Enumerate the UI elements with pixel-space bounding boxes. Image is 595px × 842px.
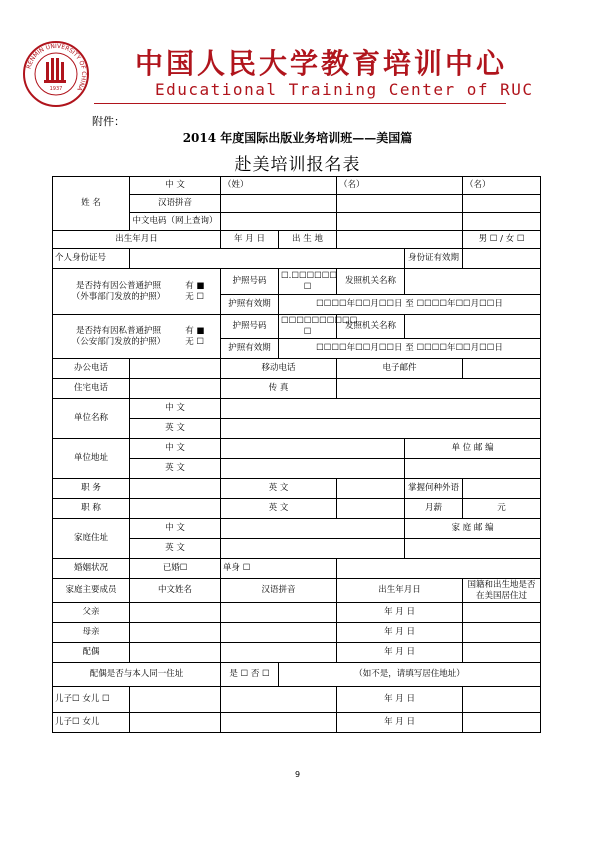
- same-address-options[interactable]: 是 ☐ 否 ☐: [221, 663, 279, 687]
- org-name-cn: 中国人民大学教育培训中心: [135, 47, 508, 80]
- gender-field[interactable]: 男 ☐ / 女 ☐: [463, 231, 541, 249]
- mother-pinyin-field[interactable]: [221, 623, 337, 643]
- spouse-name-field[interactable]: [130, 643, 221, 663]
- unit-postcode-field[interactable]: [405, 459, 541, 479]
- passport-valid-label: 护照有效期: [221, 295, 279, 315]
- child-2-label[interactable]: 儿子☐ 女儿: [53, 713, 130, 733]
- attachment-label: 附件：: [92, 115, 125, 128]
- unit-name-en-field[interactable]: [221, 419, 541, 439]
- position-en-field[interactable]: [337, 479, 405, 499]
- spouse-label: 配偶: [53, 643, 130, 663]
- code-label: 中文电码（网上查询）: [130, 213, 221, 231]
- family-label: 家庭主要成员: [53, 579, 130, 603]
- mother-nationality-field[interactable]: [463, 623, 541, 643]
- id-number-label: 个人身份证号: [53, 249, 130, 269]
- public-passport-no-field[interactable]: ☐.☐☐☐☐☐☐ ☐: [279, 269, 337, 295]
- email-label: 电子邮件: [337, 359, 463, 379]
- office-tel-field[interactable]: [130, 359, 221, 379]
- ruc-logo-icon: [22, 40, 90, 108]
- father-label: 父亲: [53, 603, 130, 623]
- child-1-name-field[interactable]: [130, 687, 221, 713]
- spouse-dob-field[interactable]: 年 月 日: [337, 643, 463, 663]
- spouse-pinyin-field[interactable]: [221, 643, 337, 663]
- given-name-field[interactable]: （名）: [337, 177, 463, 195]
- page-number: 9: [294, 770, 301, 779]
- private-passport-text: 是否持有因私普通护照（公安部门发放的护照）: [71, 325, 166, 347]
- family-nationality-header: 国籍和出生地是否在美国居住过: [463, 579, 541, 603]
- home-postcode-field[interactable]: [405, 539, 541, 559]
- chinese-label: 中 文: [130, 177, 221, 195]
- unit-postcode-label: 单 位 邮 编: [405, 439, 541, 459]
- child-2-name-field[interactable]: [130, 713, 221, 733]
- family-dob-header: 出生年月日: [337, 579, 463, 603]
- child-2-nationality-field[interactable]: [463, 713, 541, 733]
- id-number-field[interactable]: [130, 249, 405, 269]
- form-title: 赴美培训报名表: [234, 155, 361, 175]
- birthplace-field[interactable]: [337, 231, 463, 249]
- home-tel-field[interactable]: [130, 379, 221, 399]
- language-field[interactable]: [463, 479, 541, 499]
- child-2-pinyin-field[interactable]: [221, 713, 337, 733]
- public-valid-range[interactable]: ☐☐☐☐年☐☐月☐☐日 至 ☐☐☐☐年☐☐月☐☐日: [279, 295, 541, 315]
- surname-field[interactable]: （姓）: [221, 177, 337, 195]
- spouse-nationality-field[interactable]: [463, 643, 541, 663]
- pinyin-given-field[interactable]: [337, 195, 463, 213]
- dob-field[interactable]: 年 月 日: [221, 231, 279, 249]
- unit-addr-en-label: 英 文: [130, 459, 221, 479]
- public-issuer-field[interactable]: [405, 269, 541, 295]
- public-passport-text: 是否持有因公普通护照（外事部门发放的护照）: [71, 280, 166, 302]
- father-name-field[interactable]: [130, 603, 221, 623]
- unit-addr-cn-field[interactable]: [221, 439, 405, 459]
- public-has-no[interactable]: 无 ☐: [185, 291, 205, 302]
- home-addr-en-label: 英 文: [130, 539, 221, 559]
- fax-field[interactable]: [337, 379, 541, 399]
- married-option[interactable]: 已婚☐: [130, 559, 221, 579]
- position-field[interactable]: [130, 479, 221, 499]
- mobile-label: 移动电话: [221, 359, 337, 379]
- unit-name-en-label: 英 文: [130, 419, 221, 439]
- home-addr-en-field[interactable]: [221, 539, 405, 559]
- mother-label: 母亲: [53, 623, 130, 643]
- org-name-en: Educational Training Center of RUC: [155, 80, 534, 99]
- id-valid-field[interactable]: [463, 249, 541, 269]
- course-subtitle: 2014 年度国际出版业务培训班——美国篇: [182, 131, 413, 145]
- header-divider: [94, 103, 506, 104]
- public-passport-label: [53, 269, 221, 315]
- language-label: 掌握何种外语: [405, 479, 463, 499]
- pinyin-surname-field[interactable]: [221, 195, 337, 213]
- public-has-yes[interactable]: 有 ■: [185, 280, 205, 291]
- id-valid-label: 身份证有效期: [405, 249, 463, 269]
- unit-addr-cn-label: 中 文: [130, 439, 221, 459]
- email-field[interactable]: [463, 359, 541, 379]
- child-1-nationality-field[interactable]: [463, 687, 541, 713]
- code-surname-field[interactable]: [221, 213, 337, 231]
- passport-no-label: 护照号码: [221, 269, 279, 295]
- home-addr-label: 家庭住址: [53, 519, 130, 559]
- unit-addr-en-field[interactable]: [221, 459, 405, 479]
- child-2-dob-field[interactable]: 年 月 日: [337, 713, 463, 733]
- home-addr-cn-label: 中 文: [130, 519, 221, 539]
- family-pinyin-header: 汉语拼音: [221, 579, 337, 603]
- unit-name-cn-label: 中 文: [130, 399, 221, 419]
- child-1-label[interactable]: 儿子☐ 女儿 ☐: [53, 687, 130, 713]
- issuer-label-2: 发照机关名称: [337, 315, 405, 339]
- salary-label: 月薪: [405, 499, 463, 519]
- salary-field[interactable]: 元: [463, 499, 541, 519]
- name-label: 姓 名: [53, 177, 130, 231]
- office-tel-label: 办公电话: [53, 359, 130, 379]
- title-field[interactable]: [130, 499, 221, 519]
- issuer-label: 发照机关名称: [337, 269, 405, 295]
- code-extra-field[interactable]: [463, 213, 541, 231]
- passport-no-label-2: 护照号码: [221, 315, 279, 339]
- position-en-label: 英 文: [221, 479, 337, 499]
- passport-valid-label-2: 护照有效期: [221, 339, 279, 359]
- unit-name-cn-field[interactable]: [221, 399, 541, 419]
- pinyin-extra-field[interactable]: [463, 195, 541, 213]
- fax-label: 传 真: [221, 379, 337, 399]
- code-given-field[interactable]: [337, 213, 463, 231]
- given-name-field-2[interactable]: （名）: [463, 177, 541, 195]
- private-passport-no-field[interactable]: ☐☐☐☐☐☐☐☐☐☐ ☐: [279, 315, 337, 339]
- father-nationality-field[interactable]: [463, 603, 541, 623]
- logo-year: 1937: [49, 86, 63, 92]
- mother-name-field[interactable]: [130, 623, 221, 643]
- same-address-label: 配偶是否与本人同一住址: [53, 663, 221, 687]
- logo-ring-text: RENMIN UNIVERSITY OF CHINA: [25, 42, 88, 93]
- if-not-note: （如不是，请填写居住地址）: [279, 663, 541, 687]
- birthplace-label: 出 生 地: [279, 231, 337, 249]
- marital-label: 婚姻状况: [53, 559, 130, 579]
- single-option[interactable]: 单身 ☐: [221, 559, 337, 579]
- unit-name-label: 单位名称: [53, 399, 130, 439]
- home-tel-label: 住宅电话: [53, 379, 130, 399]
- private-valid-range[interactable]: ☐☐☐☐年☐☐月☐☐日 至 ☐☐☐☐年☐☐月☐☐日: [279, 339, 541, 359]
- private-passport-label: [53, 315, 221, 359]
- father-pinyin-field[interactable]: [221, 603, 337, 623]
- family-cn-name-header: 中文姓名: [130, 579, 221, 603]
- unit-addr-label: 单位地址: [53, 439, 130, 479]
- child-1-dob-field[interactable]: 年 月 日: [337, 687, 463, 713]
- title-label: 职 称: [53, 499, 130, 519]
- title-en-field[interactable]: [337, 499, 405, 519]
- father-dob-field[interactable]: 年 月 日: [337, 603, 463, 623]
- child-1-pinyin-field[interactable]: [221, 687, 337, 713]
- home-addr-cn-field[interactable]: [221, 519, 405, 539]
- dob-label: 出生年月日: [53, 231, 221, 249]
- marital-blank: [337, 559, 541, 579]
- private-has-yes[interactable]: 有 ■: [185, 325, 205, 336]
- private-has-no[interactable]: 无 ☐: [185, 336, 205, 347]
- title-en-label: 英 文: [221, 499, 337, 519]
- position-label: 职 务: [53, 479, 130, 499]
- private-issuer-field[interactable]: [405, 315, 541, 339]
- mother-dob-field[interactable]: 年 月 日: [337, 623, 463, 643]
- home-postcode-label: 家 庭 邮 编: [405, 519, 541, 539]
- registration-form: [52, 176, 541, 733]
- pinyin-label: 汉语拼音: [130, 195, 221, 213]
